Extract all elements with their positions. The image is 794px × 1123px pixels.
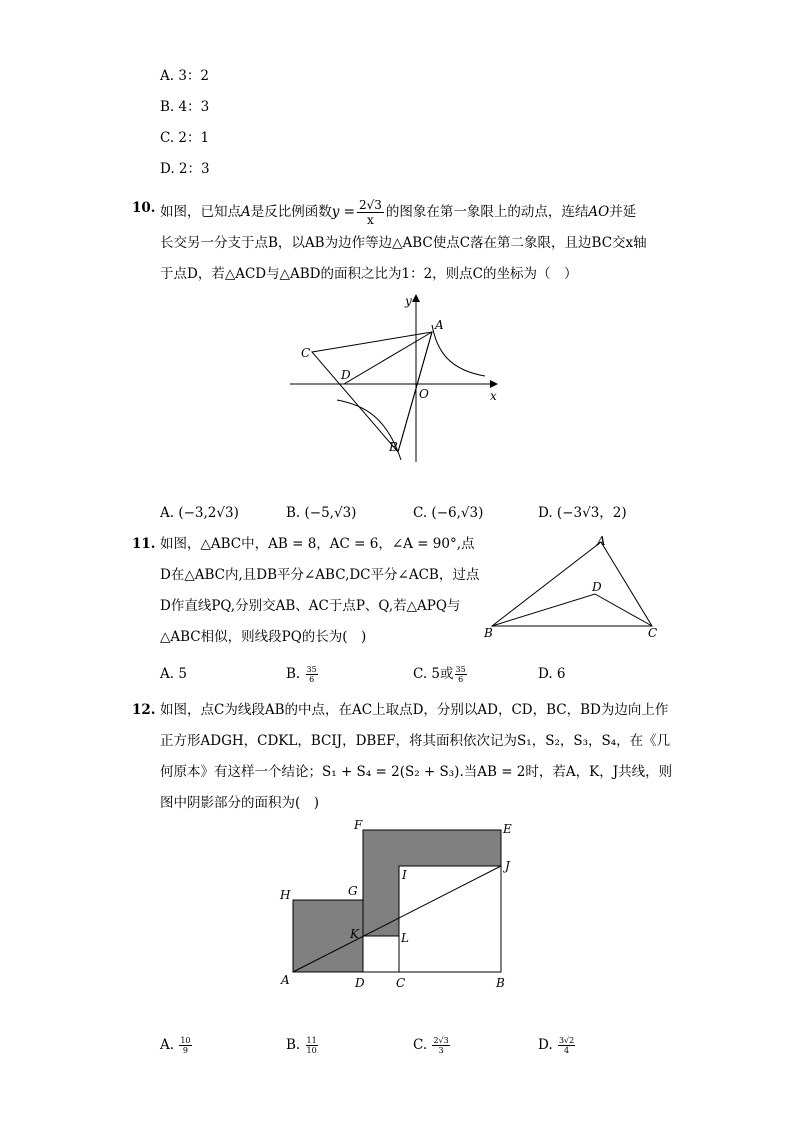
q9-option-c: C. 2：1 — [160, 130, 210, 146]
q11-option-b-label: B. — [286, 666, 301, 682]
q10-line1-mid: 是反比例函数 — [250, 204, 332, 220]
q12-figure — [275, 818, 520, 998]
q10-line1-pre: 如图，已知点 — [160, 204, 241, 220]
q11-option-c-num: 35 — [455, 665, 466, 674]
q9-option-d: D. 2：3 — [160, 161, 210, 177]
q12-option-b-frac — [306, 1036, 318, 1055]
q11-option-b-frac — [306, 665, 318, 684]
q10-number: 10. — [132, 200, 156, 216]
q11-option-c-label: C. 5或 — [413, 666, 454, 682]
q12-label-g: G — [348, 884, 358, 898]
q12-option-a-frac — [179, 1036, 191, 1055]
q12-option-c-num: 2√3 — [433, 1036, 449, 1045]
q12-option-a-den: 9 — [182, 1046, 188, 1055]
q11-option-c-den: 6 — [458, 675, 464, 684]
q12-option-b — [286, 1035, 319, 1055]
q12-label-d: D — [355, 976, 365, 990]
q10-option-a: A. (−3,2√3) — [160, 505, 239, 521]
q12-label-h: H — [280, 888, 291, 902]
q12-label-c: C — [396, 976, 406, 990]
q12-option-b-label: B. — [286, 1037, 301, 1053]
q10-y-eq: y = — [331, 204, 355, 220]
q11-option-b-num: 35 — [306, 665, 317, 674]
q12-option-c-den: 3 — [438, 1046, 444, 1055]
q12-label-k: K — [350, 927, 359, 941]
q10-label-d: D — [341, 368, 351, 382]
q9-option-b: B. 4：3 — [160, 99, 210, 115]
q10-figure — [285, 290, 510, 465]
q11-option-c — [413, 664, 468, 684]
q11-triangle-abc — [492, 542, 652, 626]
q12-option-c-frac — [432, 1036, 449, 1055]
q12-option-d — [538, 1035, 576, 1055]
q11-line2: D在△ABC内,且DB平分∠ABC,DC平分∠ACB，过点 — [160, 567, 480, 583]
q10-frac-den: x — [367, 213, 374, 227]
q10-option-d: D. (−3√3，2) — [538, 505, 627, 521]
q10-line3: 于点D，若△ACD与△ABD的面积之比为1：2，则点C的坐标为（ ） — [160, 266, 578, 282]
q11-number: 11. — [132, 536, 156, 552]
q10-line1-post: 的图象在第一象限上的动点，连结 — [385, 204, 589, 220]
q11-option-c-frac — [455, 665, 467, 684]
q10-label-y: y — [405, 294, 412, 308]
q10-point-a: A — [241, 204, 251, 220]
q10-line1 — [160, 198, 636, 227]
q11-bisectors — [492, 594, 652, 626]
q12-option-d-frac — [558, 1036, 575, 1055]
q12-label-l: L — [401, 931, 409, 945]
q11-option-a: A. 5 — [160, 666, 187, 682]
q12-line2: 正方形ADGH，CDKL，BCIJ，DBEF，将其面积依次记为S₁，S₂，S₃，S₄，在《几 — [160, 733, 671, 749]
q11-option-b-den: 6 — [309, 675, 315, 684]
q12-label-b: B — [496, 976, 505, 990]
q10-frac-num: 2√3 — [358, 198, 382, 212]
q12-label-i: I — [402, 868, 407, 882]
q11-line1: 如图，△ABC中，AB = 8，AC = 6，∠A = 90°,点 — [160, 536, 475, 552]
q12-option-a — [160, 1035, 193, 1055]
q12-option-c — [413, 1035, 451, 1055]
q10-option-b: B. (−5,√3) — [286, 505, 357, 521]
q10-label-a: A — [435, 318, 444, 332]
q10-label-b: B — [389, 440, 398, 454]
q10-ao: AO — [588, 204, 610, 220]
q12-label-f: F — [354, 818, 363, 832]
q10-line2: 长交另一分支于点B，以AB为边作等边△ABC使点C落在第二象限，且边BC交x轴 — [160, 235, 647, 251]
q10-triangle-abc — [312, 332, 432, 452]
q11-figure — [478, 530, 668, 645]
q12-square-bcij — [399, 866, 501, 972]
q11-label-c: C — [648, 626, 658, 640]
q11-label-b: B — [484, 626, 493, 640]
q12-option-b-num: 11 — [306, 1036, 317, 1045]
q12-line1: 如图，点C为线段AB的中点，在AC上取点D，分别以AD，CD，BC，BD为边向上作 — [160, 702, 669, 718]
q12-line4: 图中阴影部分的面积为( ) — [160, 795, 320, 811]
q10-option-c: C. (−6,√3) — [413, 505, 484, 521]
q12-label-j: J — [505, 859, 510, 873]
q11-line4: △ABC相似，则线段PQ的长为( ) — [160, 629, 367, 645]
q12-option-a-label: A. — [160, 1037, 175, 1053]
q12-square-cdkl — [363, 936, 399, 972]
q12-label-a: A — [281, 973, 290, 987]
q12-label-e: E — [503, 822, 512, 836]
q11-option-d: D. 6 — [538, 666, 566, 682]
q10-hyperbola-first — [432, 325, 485, 376]
q11-line3: D作直线PQ,分别交AB、AC于点P、Q,若△APQ与 — [160, 598, 461, 614]
q10-line1-end: 并延 — [609, 204, 637, 220]
q11-label-a: A — [597, 534, 606, 548]
q12-option-d-num: 3√2 — [558, 1036, 575, 1045]
q12-option-a-num: 10 — [180, 1036, 191, 1045]
q12-number: 12. — [132, 702, 156, 718]
q12-line3: 何原本》有这样一个结论；S₁ + S₄ = 2(S₂ + S₃).当AB = 2时，若A，K，J共线，则 — [160, 764, 673, 780]
q12-option-d-den: 4 — [564, 1046, 570, 1055]
q12-option-c-label: C. — [413, 1037, 428, 1053]
q10-label-x: x — [490, 389, 497, 403]
q10-label-c: C — [301, 346, 311, 360]
q11-label-d: D — [592, 580, 602, 594]
q10-fraction — [357, 198, 384, 227]
q12-option-d-label: D. — [538, 1037, 553, 1053]
q9-option-a: A. 3：2 — [160, 68, 210, 84]
q12-option-b-den: 10 — [306, 1046, 317, 1055]
q10-label-o: O — [419, 387, 429, 401]
q11-option-b — [286, 664, 319, 684]
